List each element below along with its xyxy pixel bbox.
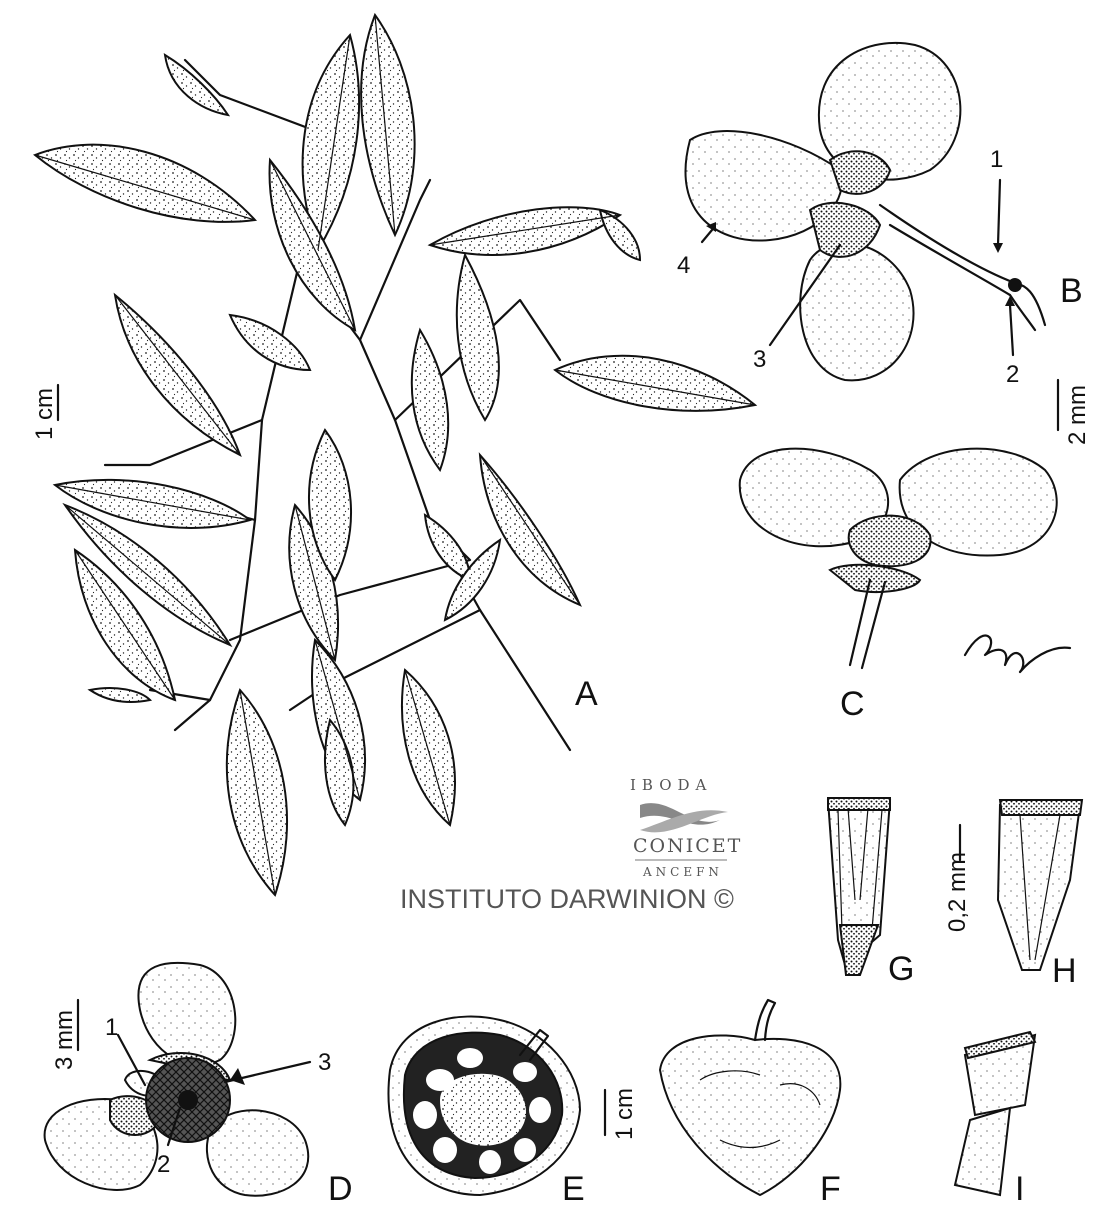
leaf: [412, 330, 448, 470]
scale-bar-fruit: [605, 1088, 638, 1140]
artist-signature: [965, 636, 1070, 672]
scale-label-flower-d: 3 mm: [51, 1010, 78, 1070]
leaf: [165, 55, 228, 115]
callout-b4: 4: [677, 252, 691, 279]
panel-label-b: B: [1060, 272, 1083, 310]
leaf: [555, 356, 755, 411]
leaf: [430, 207, 620, 255]
callout-b3: 3: [753, 346, 767, 373]
panel-label-h: H: [1052, 952, 1077, 990]
leaf: [457, 255, 499, 420]
panel-label-c: C: [840, 685, 865, 723]
callout-b1: 1: [990, 146, 1004, 173]
callout-d1: 1: [105, 1014, 119, 1041]
flower-front-drawing: [740, 449, 1057, 668]
leaf: [361, 15, 415, 235]
fruit-section-drawing: [388, 1017, 580, 1195]
fruit-whole-drawing: [660, 1000, 840, 1195]
scale-bar-flower: [1058, 380, 1091, 445]
leaf: [90, 688, 150, 702]
scale-label-flower: 2 mm: [1064, 385, 1091, 445]
panel-label-f: F: [820, 1170, 841, 1208]
panel-label-e: E: [562, 1170, 585, 1208]
scale-label-anther: 0,2 mm: [944, 851, 971, 932]
scale-bar-habit: [31, 385, 58, 440]
leaf: [402, 670, 455, 825]
flower-lateral-drawing: [685, 43, 1045, 380]
panel-label-d: D: [328, 1170, 353, 1208]
logo-middle-text: CONICET: [633, 835, 743, 857]
leaf: [230, 315, 310, 370]
callout-d3: 3: [318, 1049, 332, 1076]
logo-bottom-text: ANCEFN: [643, 865, 723, 879]
scale-bar-anther: [944, 825, 971, 932]
copyright-credit: INSTITUTO DARWINION ©: [400, 884, 734, 914]
logo-top-text: IBODA: [630, 776, 713, 794]
scale-label-habit: 1 cm: [31, 387, 58, 440]
callout-b2: 2: [1006, 361, 1020, 388]
branch-drawing: [35, 15, 755, 895]
stamen-drawing-h: [998, 800, 1082, 970]
panel-label-g: G: [888, 950, 915, 988]
panel-label-a: A: [575, 675, 598, 713]
stamen-drawing-g: [828, 798, 890, 975]
scale-label-fruit: 1 cm: [611, 1087, 638, 1140]
panel-label-i: I: [1015, 1170, 1025, 1208]
scale-bar-flower-d: [51, 1000, 78, 1070]
flower-top-drawing: [45, 963, 309, 1196]
callout-d2: 2: [157, 1151, 171, 1178]
